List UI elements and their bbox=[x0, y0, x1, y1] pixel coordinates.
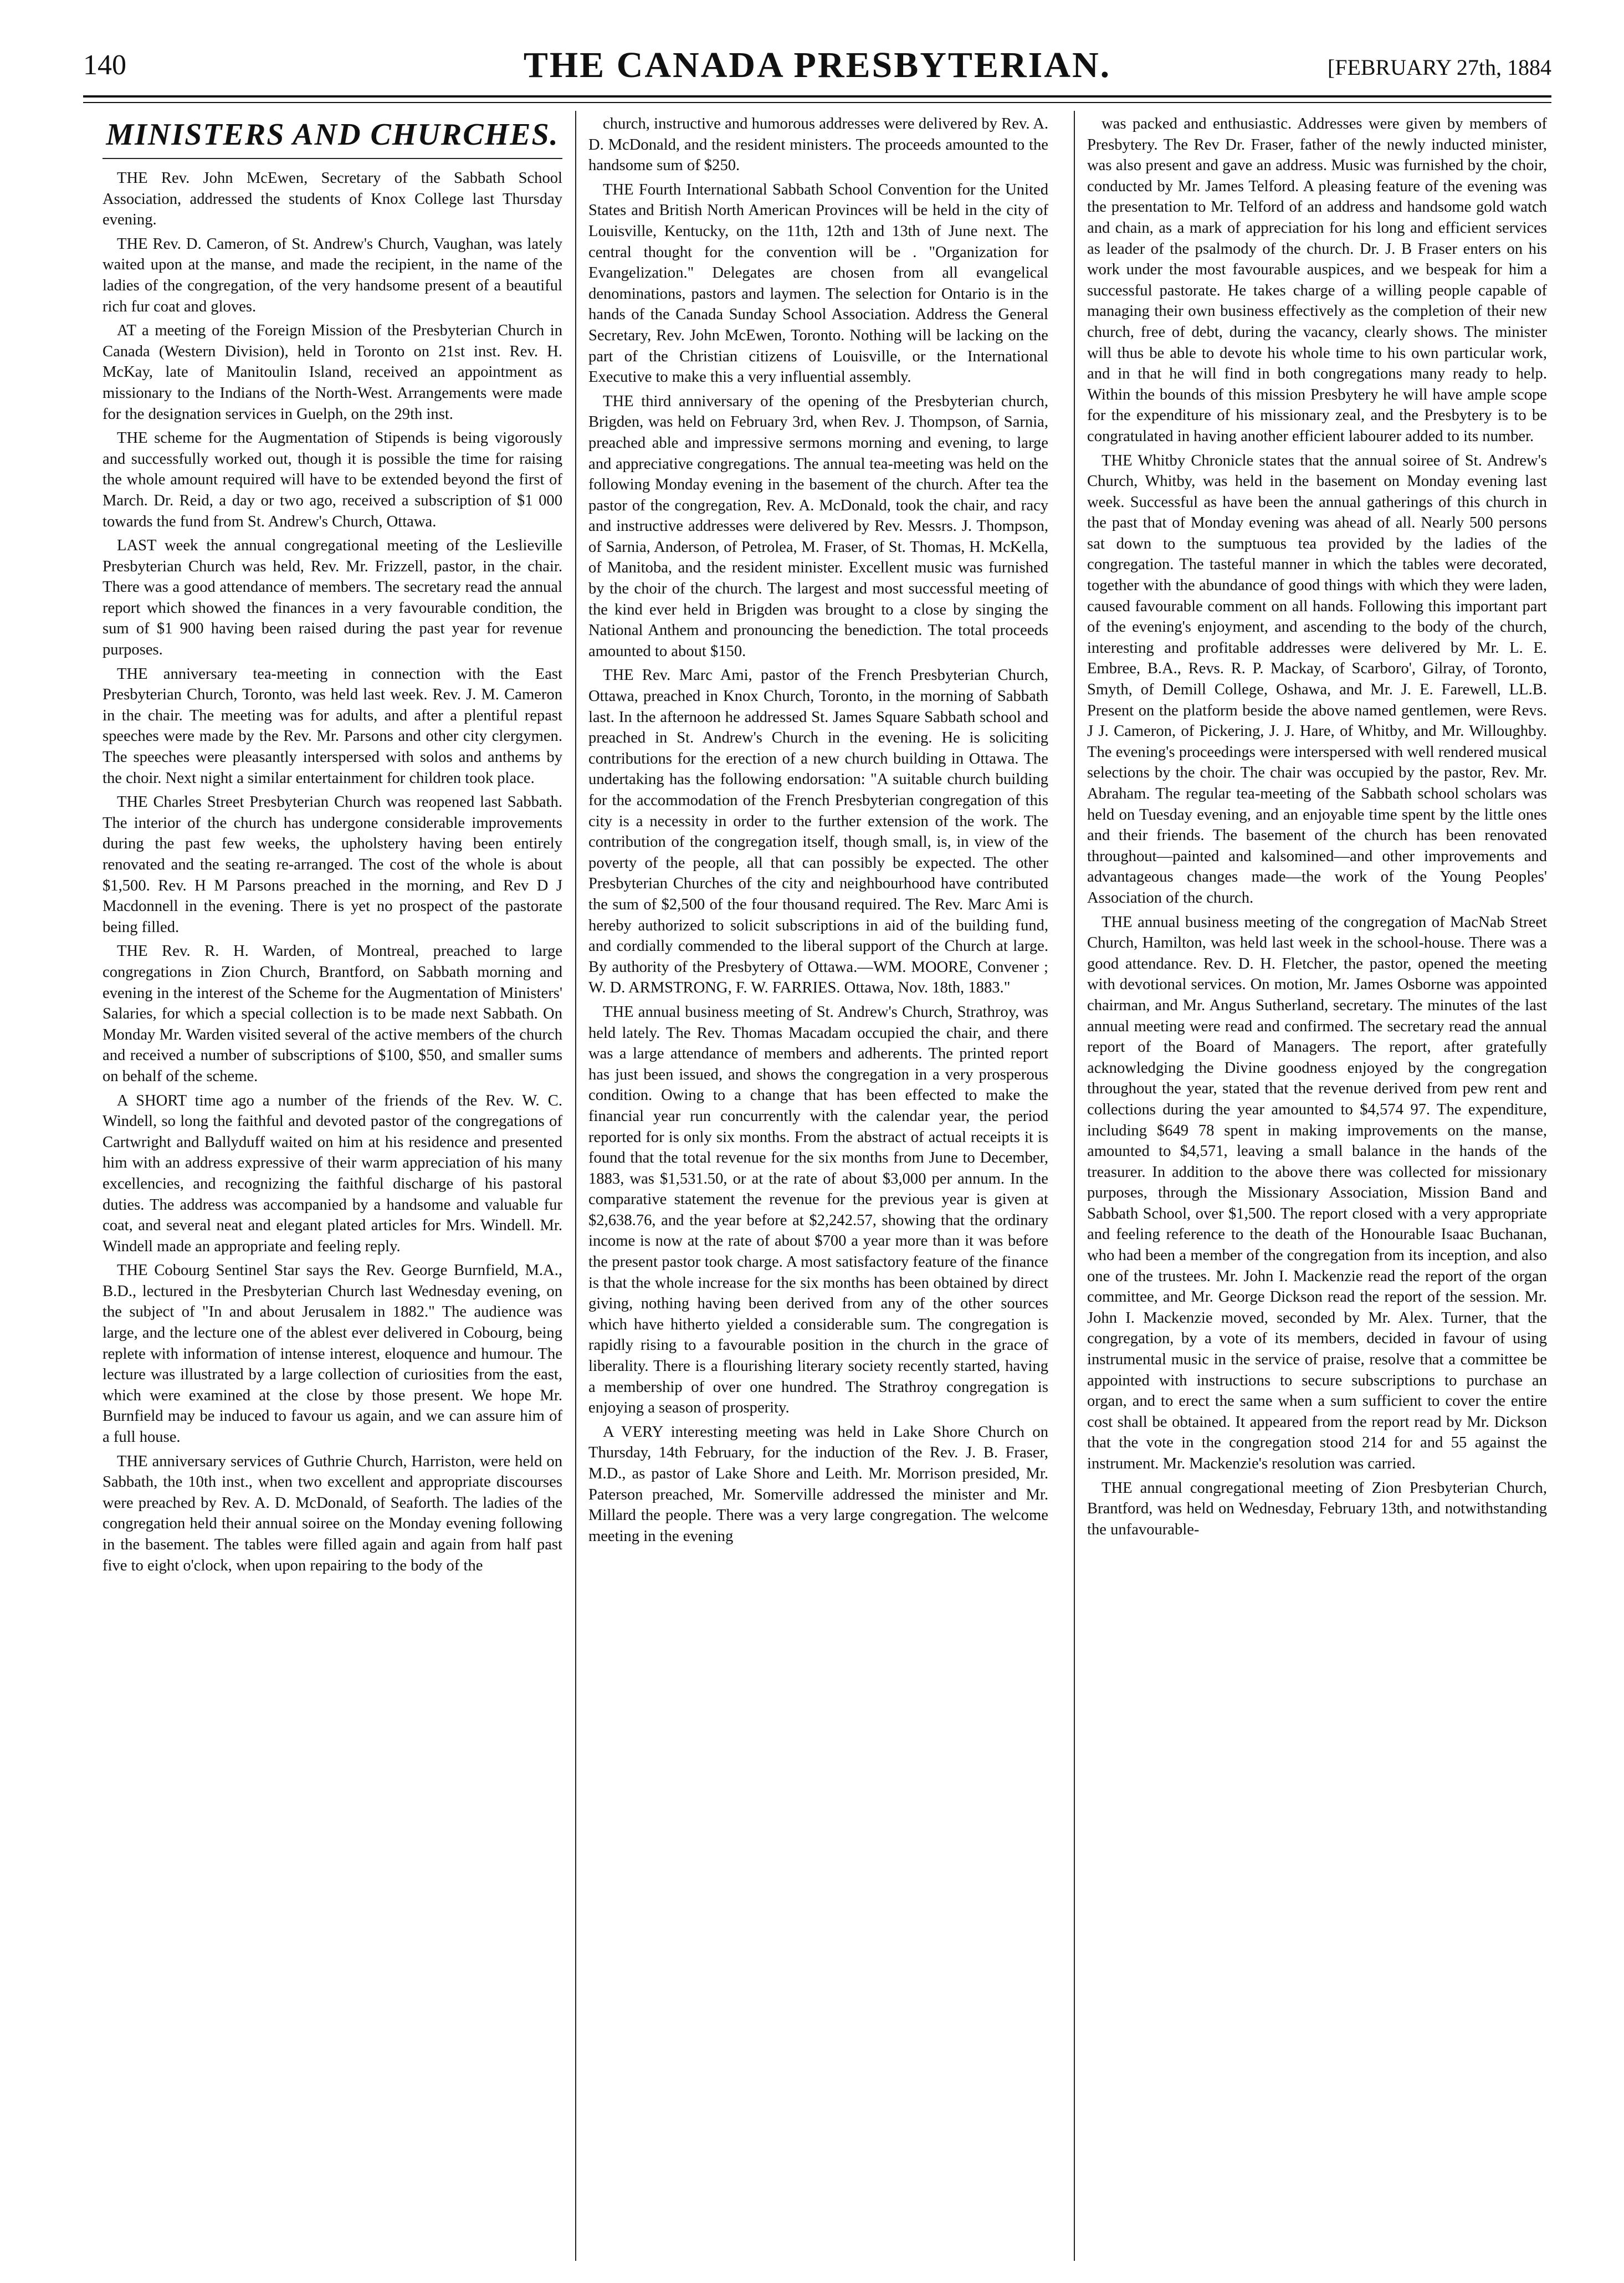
column-3-body bbox=[1087, 114, 1547, 1540]
article-paragraph: THE Rev. R. H. Warden, of Montreal, preached to large congregations in Zion Church, Brantford, on Sabbath morning and evening in the interest of the Scheme for the Augmentation of Ministers' Salaries, for which a special collection is to be made next Sabbath. On Monday Mr. Warden visited several of the active members of the church and received a number of subscriptions of $100, $50, and smaller sums on behalf of the scheme. bbox=[103, 943, 562, 1085]
article-paragraph: THE scheme for the Augmentation of Stipends is being vigorously and successfully worked out, though it is possible the time for raising the whole amount required will have to be extended beyond the first of March. Dr. Reid, a day or two ago, received a subscription of $1 000 towards the fund from St. Andrew's Church, Ottawa. bbox=[103, 429, 562, 530]
article-paragraph: THE annual business meeting of St. Andrew's Church, Strathroy, was held lately. The Rev. Thomas Macadam occupied the chair, and there was a large attendance of members and adherents. The printed report has just been issued, and shows the congregation in a very prosperous condition. Owing to a change that has been effected to make the financial year run concurrently with the calendar year, the period reported for is only six months. From the abstract of actual receipts it is found that the total revenue for the six months from June to December, 1883, was $1,531.50, or at the rate of about $3,000 per annum. In the comparative statement the revenue for the previous year is given at $2,638.76, and the year before at $2,242.57, showing that the ordinary income is now at the rate of about $700 a year more than it was before the present pastor took charge. A most satisfactory feature of the finance is that the whole increase for the six months has been obtained by direct giving, nothing having been derived from any of the other sources which have hitherto yielded a considerable sum. The congregation is rapidly rising to a favourable position in the church in the grace of liberality. There is a flourishing literary society recently started, having a membership of over one hundred. The Strathroy congregation is enjoying a season of prosperity. bbox=[588, 1003, 1048, 1417]
column-2-body bbox=[588, 114, 1048, 1547]
column-divider bbox=[1074, 111, 1075, 2261]
page-header bbox=[83, 44, 1551, 97]
column-divider bbox=[575, 111, 576, 2261]
article-paragraph: THE Fourth International Sabbath School Convention for the United States and British North American Provinces will be held in the city of Louisville, Kentucky, on the 11th, 12th and 13th of June next. The central thought for the convention will be . "Organization for Evangelization." Delegates are chosen from all evangelical denominations, pastors and laymen. The selection for Ontario is in the hands of the Canada Sunday School Association. Address the General Secretary, Rev. John McEwen, Toronto. Nothing will be lacking on the part of the Christian citizens of Louisville, or the International Executive to make this a very influential assembly. bbox=[588, 181, 1048, 386]
article-paragraph: THE annual congregational meeting of Zion Presbyterian Church, Brantford, was held on Wednesday, February 13th, and notwithstanding the unfavourable- bbox=[1087, 1479, 1547, 1538]
article-paragraph: THE Rev. John McEwen, Secretary of the Sabbath School Association, addressed the students of Knox College last Thursday evening. bbox=[103, 170, 562, 229]
article-paragraph: church, instructive and humorous addresses were delivered by Rev. A. D. McDonald, and the resident ministers. The proceeds amounted to the handsome sum of $250. bbox=[588, 115, 1048, 175]
article-paragraph: THE third anniversary of the opening of the Presbyterian church, Brigden, was held on February 3rd, when Rev. J. Thompson, of Sarnia, preached able and impressive sermons morning and evening, to large and appreciative congregations. The annual tea-meeting was held on the following Monday evening in the basement of the church. After tea the pastor of the congregation, Rev. A. McDonald, took the chair, and racy and instructive addresses were delivered by Rev. Messrs. J. Thompson, of Sarnia, Anderson, of Petrolea, M. Fraser, of St. Thomas, H. McKella, of Manitoba, and the resident minister. Excellent music was furnished by the choir of the church. The largest and most successful meeting of the kind ever held in Brigden was brought to a close by singing the National Anthem and pronouncing the benediction. The total proceeds amounted to about $150. bbox=[588, 392, 1048, 660]
article-paragraph: THE Whitby Chronicle states that the annual soiree of St. Andrew's Church, Whitby, was held in the basement on Monday evening last week. Successful as have been the annual gatherings of this church in the past that of Monday evening was ahead of all. Nearly 500 persons sat down to the sumptuous tea provided by the ladies of the congregation. The tasteful manner in which the tables were decorated, together with the abundance of good things with which they were laden, caused favourable comment on all hands. Following this important part of the evening's enjoyment, and ascending to the body of the church, interesting and profitable addresses were delivered by Mr. L. E. Embree, B.A., Revs. R. P. Mackay, of Scarboro', Gilray, of Toronto, Smyth, of Demill College, Oshawa, and Mr. J. E. Farewell, LL.B. Present on the platform beside the above named gentlemen, were Revs. J J. Cameron, of Pickering, J. J. Hare, of Whitby, and Mr. Willoughby. The evening's proceedings were interspersed with well rendered musical selections by the choir. The chair was occupied by the pastor, Rev. Mr. Abraham. The regular tea-meeting of the Sabbath school scholars was held on Tuesday evening, and an enjoyable time spent by the little ones and their friends. The basement of the church has been renovated throughout—painted and kalsomined—and other improvements and advantageous changes made—the work of the Young Peoples' Association of the church. bbox=[1087, 452, 1547, 907]
article-paragraph: THE annual business meeting of the congregation of MacNab Street Church, Hamilton, was held last week in the school-house. There was a good attendance. Rev. D. H. Fletcher, the pastor, opened the meeting with devotional services. On motion, Mr. James Osborne was appointed chairman, and Mr. Angus Sutherland, secretary. The minutes of the last annual meeting were read and confirmed. The secretary read the annual report of the Board of Managers. The report, after gratefully acknowledging the Divine goodness enjoyed by the congregation throughout the year, stated that the revenue derived from pew rent and collections during the year amounted to $4,574 97. The expenditure, including $649 78 spent in making improvements on the manse, amounted to $4,571, leaving a small balance in the hands of the treasurer. In addition to the above there was collected for missionary purposes, through the Missionary Association, Mission Band and Sabbath School, over $1,500. The report closed with a very appropriate and feeling reference to the death of the Honourable Isaac Buchanan, who had been a member of the congregation from its inception, and also one of the trustees. Mr. John I. Mackenzie read the report of the organ committee, and Mr. George Dickson read the report of the session. Mr. John I. Mackenzie moved, seconded by Mr. Alex. Turner, that the congregation, by a vote of its members, decided in favour of using instrumental music in the service of praise, resolve that a committee be appointed with instructions to secure subscriptions to purchase an organ, and to erect the same when a sum sufficient to cover the entire cost shall be obtained. It appeared from the report read by Mr. Dickson that the vote in the congregation stood 214 for and 55 against the instrument. Mr. Mackenzie's resolution was carried. bbox=[1087, 913, 1547, 1472]
article-paragraph: THE anniversary services of Guthrie Church, Harriston, were held on Sabbath, the 10th inst., when two excellent and appropriate discourses were preached by Rev. A. D. McDonald, of Seaforth. The ladies of the congregation held their annual soiree on the Monday evening following in the basement. The tables were filled again and again from half past five to eight o'clock, when upon repairing to the body of the bbox=[103, 1452, 562, 1574]
section-rule bbox=[103, 158, 562, 159]
column-1 bbox=[103, 114, 562, 2264]
header-rule bbox=[83, 95, 1551, 98]
newspaper-title: THE CANADA PRESBYTERIAN. bbox=[523, 45, 1111, 85]
article-paragraph: A SHORT time ago a number of the friends of the Rev. W. C. Windell, so long the faithful and devoted pastor of the congregations of Cartwright and Ballyduff waited on him at his residence and presented him with an address expressive of their warm appreciation of his many excellencies, and recognizing the faithful discharge of his pastoral duties. The address was accompanied by a handsome and valuable fur coat, and several neat and elegant plated articles for Mrs. Windell. Mr. Windell made an appropriate and feeling reply. bbox=[103, 1092, 562, 1255]
header-rule-thin bbox=[83, 102, 1551, 103]
issue-date: [FEBRUARY 27th, 1884 bbox=[1327, 55, 1551, 80]
article-paragraph: THE Rev. Marc Ami, pastor of the French Presbyterian Church, Ottawa, preached in Knox Church, Toronto, in the morning of Sabbath last. In the afternoon he addressed St. James Square Sabbath school and preached in St. Andrew's Church in the evening. He is soliciting contributions for the erection of a new church building in Ottawa. The undertaking has the following endorsation: "A suitable church building for the accommodation of the French Presbyterian congregation of this city is a necessity in order to the further extension of the work. The contribution of the congregation itself, though small, is, in view of the poverty of the people, all that can possibly be expected. The other Presbyterian Churches of the city and neighbourhood have contributed the sum of $2,500 of the four thousand required. The Rev. Marc Ami is hereby authorized to solicit subscriptions in aid of the building fund, and cordially commended to the liberal support of the Church at large. By authority of the Presbytery of Ottawa.—WM. MOORE, Convener ; W. D. ARMSTRONG, F. W. FARRIES. Ottawa, Nov. 18th, 1883." bbox=[588, 667, 1048, 997]
column-1-body bbox=[103, 168, 562, 1576]
article-paragraph: THE Rev. D. Cameron, of St. Andrew's Church, Vaughan, was lately waited upon at the manse, and made the recipient, in the name of the ladies of the congregation, of the very handsome present of a beautiful rich fur coat and gloves. bbox=[103, 235, 562, 315]
article-paragraph: AT a meeting of the Foreign Mission of the Presbyterian Church in Canada (Western Division), held in Toronto on 21st inst. Rev. H. McKay, late of Manitoulin Island, received an appointment as missionary to the Indians of the North-West. Arrangements were made for the designation services in Guelph, on the 29th inst. bbox=[103, 322, 562, 423]
article-paragraph: THE Charles Street Presbyterian Church was reopened last Sabbath. The interior of the church has undergone considerable improvements during the past few weeks, the upholstery having been entirely renovated and the seating re-arranged. The cost of the whole is about $1,500. Rev. H M Parsons preached in the morning, and Rev D J Macdonnell in the evening. There is yet no prospect of the pastorate being filled. bbox=[103, 794, 562, 936]
article-paragraph: THE Cobourg Sentinel Star says the Rev. George Burnfield, M.A., B.D., lectured in the Presbyterian Church last Wednesday evening, on the subject of "In and about Jerusalem in 1882." The audience was large, and the lecture one of the ablest ever delivered in Cobourg, being replete with information of intense interest, eloquence and humour. The lecture was illustrated by a large collection of curiosities from the east, which were examined at the close by those present. We hope Mr. Burnfield may be induced to favour us again, and we can assure him of a full house. bbox=[103, 1262, 562, 1446]
column-3 bbox=[1087, 114, 1547, 2264]
column-2 bbox=[588, 114, 1048, 2264]
section-heading: MINISTERS AND CHURCHES. bbox=[106, 117, 559, 152]
article-paragraph: THE anniversary tea-meeting in connection with the East Presbyterian Church, Toronto, was held last week. Rev. J. M. Cameron in the chair. The meeting was for adults, and after a plentiful repast speeches were made by the Rev. Mr. Parsons and other city clergymen. The speeches were pleasantly interspersed with solos and anthems by the choir. Next night a similar entertainment for children took place. bbox=[103, 665, 562, 787]
page-number: 140 bbox=[83, 49, 126, 81]
article-paragraph: LAST week the annual congregational meeting of the Leslieville Presbyterian Church was held, Rev. Mr. Frizzell, pastor, in the chair. There was a good attendance of members. The secretary read the annual report which showed the finances in a very favourable condition, the sum of $1 900 having been raised during the past year for revenue purposes. bbox=[103, 537, 562, 659]
article-paragraph: was packed and enthusiastic. Addresses were given by members of Presbytery. The Rev Dr. Fraser, father of the newly inducted minister, was also present and gave an address. Music was furnished by the choir, conducted by Mr. James Telford. A pleasing feature of the evening was the presentation to Mr. Telford of an address and handsome gold watch and chain, as a mark of appreciation for his long and efficient services as leader of the psalmody of the church. Dr. J. B Fraser enters on his work under the most favourable auspices, and we bespeak for him a successful pastorate. He takes charge of a willing people capable of managing their own business effectively as the completion of their new church, free of debt, during the vacancy, clearly shows. The minister will thus be able to devote his whole time to his own particular work, and in that he will find in both congregations many ready to help. Within the bounds of this mission Presbytery he will have ample scope for the expenditure of his missionary zeal, and the Presbytery is to be congratulated in having another efficient labourer added to its number. bbox=[1087, 115, 1547, 445]
article-paragraph: A VERY interesting meeting was held in Lake Shore Church on Thursday, 14th February, for the induction of the Rev. J. B. Fraser, M.D., as pastor of Lake Shore and Leith. Mr. Morrison presided, Mr. Paterson preached, Mr. Somerville addressed the minister and Mr. Millard the people. There was a very large congregation. The welcome meeting in the evening bbox=[588, 1423, 1048, 1545]
